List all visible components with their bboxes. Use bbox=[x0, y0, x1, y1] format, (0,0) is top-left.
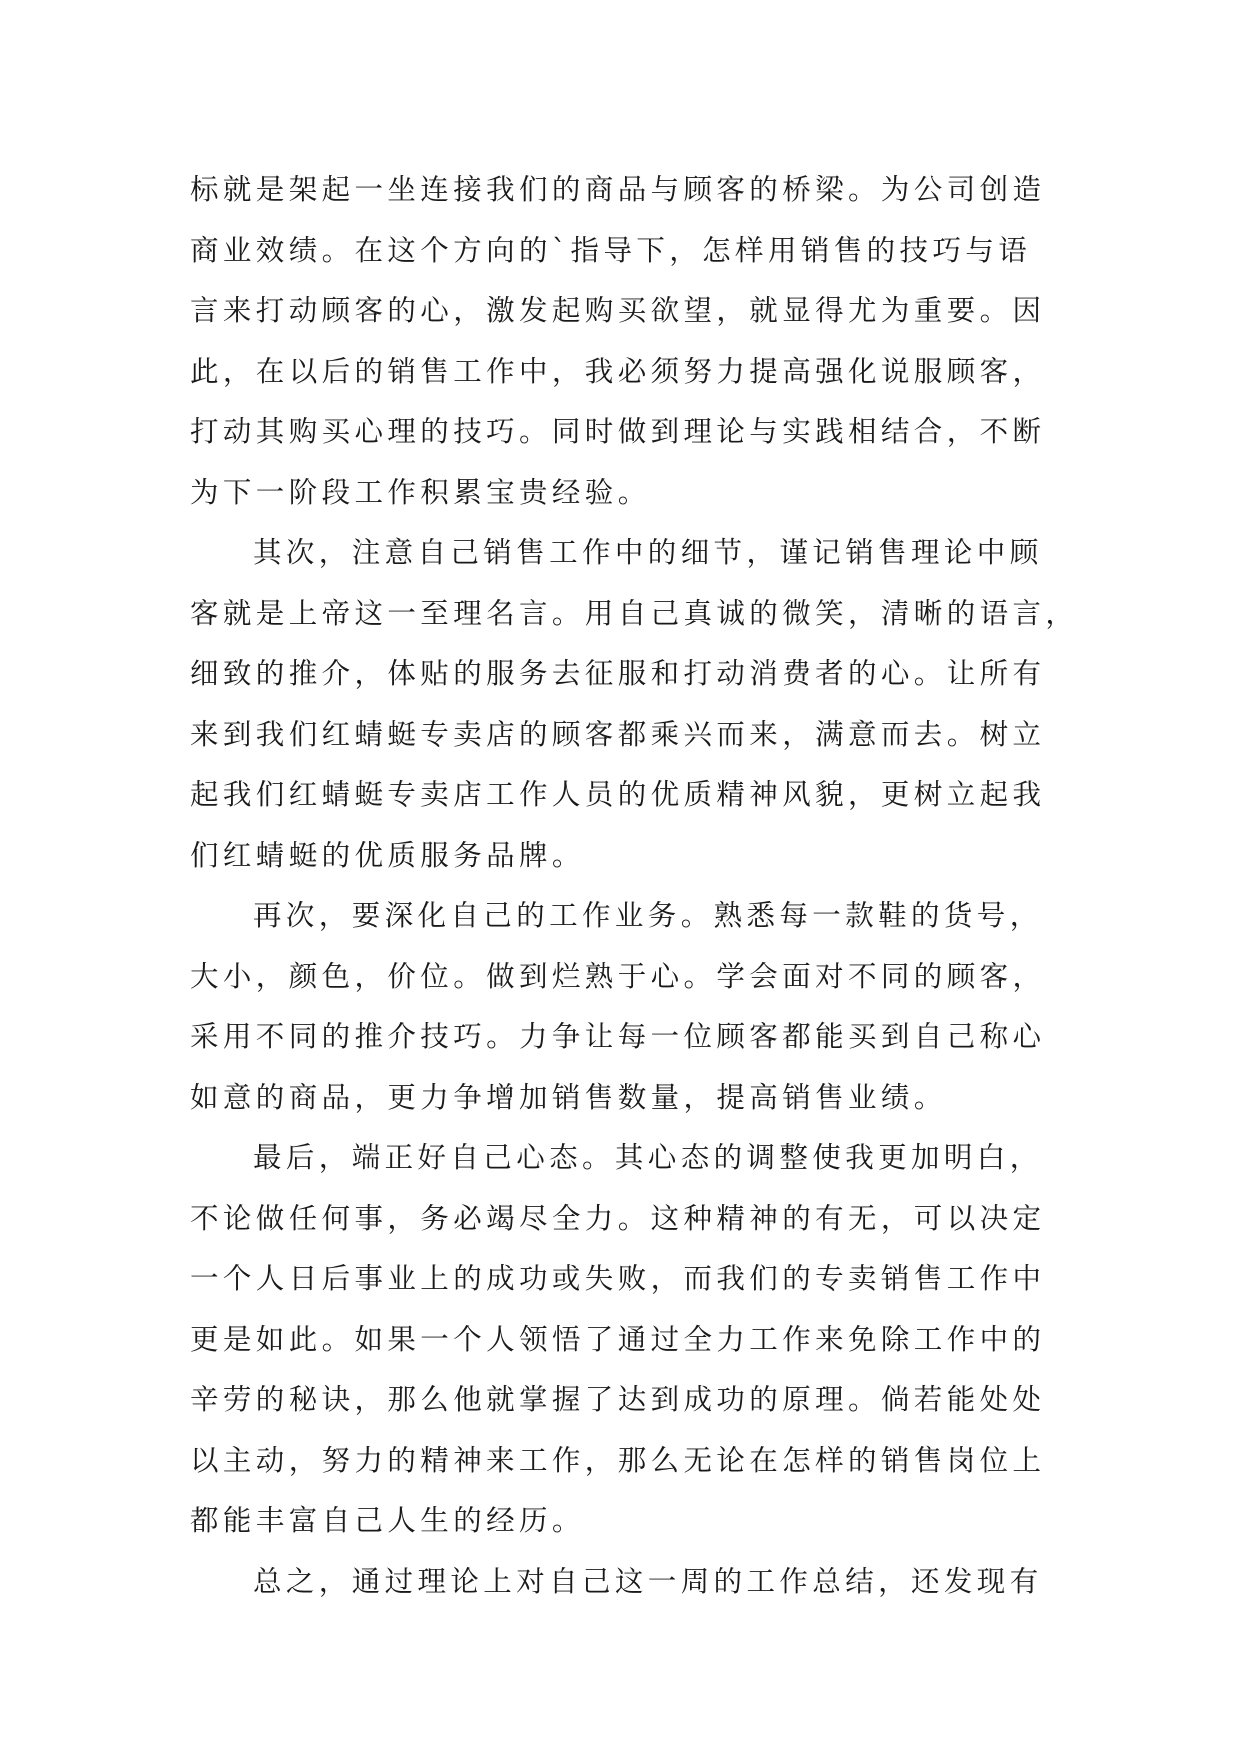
text-line: 打动其购买心理的技巧。同时做到理论与实践相结合，不断 bbox=[190, 415, 1046, 448]
text-line: 其次，注意自己销售工作中的细节，谨记销售理论中顾 bbox=[253, 536, 1043, 569]
text-line: 一个人日后事业上的成功或失败，而我们的专卖销售工作中 bbox=[190, 1262, 1046, 1295]
text-line: 细致的推介，体贴的服务去征服和打动消费者的心。让所有 bbox=[190, 657, 1046, 690]
text-line: 为下一阶段工作积累宝贵经验。 bbox=[190, 475, 651, 509]
text-line: 最后，端正好自己心态。其心态的调整使我更加明白， bbox=[253, 1141, 1043, 1174]
paragraph bbox=[190, 1128, 1070, 1552]
paragraph bbox=[190, 1552, 1070, 1613]
text-line: 更是如此。如果一个人领悟了通过全力工作来免除工作中的 bbox=[190, 1322, 1046, 1356]
text-line: 标就是架起一坐连接我们的商品与顾客的桥梁。为公司创造 bbox=[190, 173, 1046, 206]
text-line: 如意的商品，更力争增加销售数量，提高销售业绩。 bbox=[190, 1080, 947, 1114]
text-line: 总之，通过理论上对自己这一周的工作总结，还发现有 bbox=[253, 1564, 1043, 1598]
paragraph bbox=[190, 160, 1070, 523]
text-line: 大小，颜色，价位。做到烂熟于心。学会面对不同的顾客， bbox=[190, 959, 1046, 993]
text-line: 此，在以后的销售工作中，我必须努力提高强化说服顾客， bbox=[190, 354, 1046, 388]
text-line: 采用不同的推介技巧。力争让每一位顾客都能买到自己称心 bbox=[190, 1020, 1046, 1053]
text-line: 商业效绩。在这个方向的`指导下，怎样用销售的技巧与语 bbox=[190, 233, 1032, 267]
document-body bbox=[190, 160, 1079, 1612]
text-line: 辛劳的秘诀，那么他就掌握了达到成功的原理。倘若能处处 bbox=[190, 1383, 1046, 1416]
text-line: 言来打动顾客的心，激发起购买欲望，就显得尤为重要。因 bbox=[190, 294, 1046, 327]
text-line: 都能丰富自己人生的经历。 bbox=[190, 1504, 585, 1537]
text-line: 再次，要深化自己的工作业务。熟悉每一款鞋的货号， bbox=[253, 899, 1043, 932]
text-line: 来到我们红蜻蜓专卖店的顾客都乘兴而来，满意而去。树立 bbox=[190, 717, 1046, 751]
text-line: 客就是上帝这一至理名言。用自己真诚的微笑，清晰的语言， bbox=[190, 596, 1079, 630]
paragraph bbox=[190, 523, 1079, 886]
paragraph bbox=[190, 886, 1070, 1128]
text-line: 不论做任何事，务必竭尽全力。这种精神的有无，可以决定 bbox=[190, 1201, 1046, 1235]
text-line: 以主动，努力的精神来工作，那么无论在怎样的销售岗位上 bbox=[190, 1443, 1046, 1477]
text-line: 们红蜻蜓的优质服务品牌。 bbox=[190, 838, 585, 872]
text-line: 起我们红蜻蜓专卖店工作人员的优质精神风貌，更树立起我 bbox=[190, 778, 1046, 811]
